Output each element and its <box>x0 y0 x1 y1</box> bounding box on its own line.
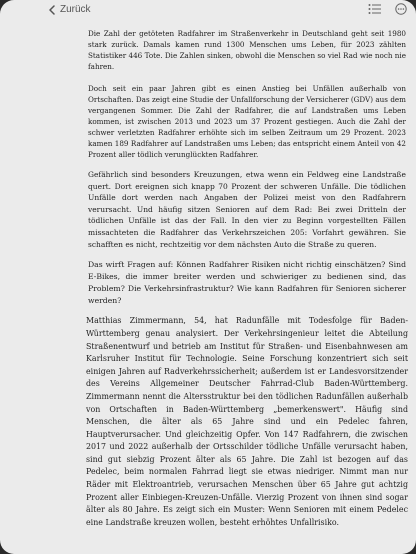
paragraph: Gefährlich sind besonders Kreuzungen, etwa wenn ein Feldweg eine Landstraße quert. Dort ereignen sich knapp 70 Prozent der schweren Unfälle. Die tödlichen Unfälle dort werden nach Angaben der Polizei meist von den Radfahrern verursacht. Und häufig sitzen Senioren auf dem Rad: Bei zwei Dritteln der tödlichen Unfälle ist das der Fall. In den vier zu Beginn vorgestellten Fällen missachteten die Radfahrer das Verkehrszeichen 205: Vorfahrt gewähren. Sie schafften es nicht, rechtzeitig vor dem nächsten Auto die Straße zu queren. <box>88 170 406 249</box>
paragraph: Matthias Zimmermann, 54, hat Radunfälle mit Todesfolge für Baden-Württemberg genau analysiert. Der Verkehrsingenieur leitet die Abteilung Straßenentwurf und betrieb am Institut für Straßen- und Eisenbahnwesen am Karlsruher Institut für Technologie. Seine Forschung konzentriert sich seit einigen Jahren auf Radverkehrssicherheit; außerdem ist er Landesvorsitzender des Vereins Allgemeiner Deutscher Fahrrad-Club Baden-Württemberg. Zimmermann nennt die Altersstruktur bei den tödlichen Radunfällen außerhalb von Ortschaften in Baden-Württemberg „bemerkenswert". Häufig sind Menschen, die älter als 65 Jahre sind und ein Pedelec fahren, Hauptverursacher. Und gleichzeitig Opfer. Von 147 Radfahrern, die zwischen 2017 und 2022 außerhalb der Ortsschilder tödliche Unfälle verursacht haben, sind gut siebzig Prozent älter als 65 Jahre. Die Zahl ist bezogen auf das Pedelec, beim normalen Fahrrad liegt sie etwas niedriger. Nimmt man nur Räder mit Elektroantrieb, verursachen Menschen über 65 Jahre gut achtzig Prozent aller Einbiegen-Kreuzen-Unfälle. Vierzig Prozent von ihnen sind sogar älter als 80 Jahre. Es zeigt sich ein Muster: Wenn Senioren mit einem Pedelec eine Landstraße kreuzen wollen, besteht erhöhtes Unfallrisiko. <box>86 316 408 527</box>
paragraph: Das wirft Fragen auf: Können Radfahrer Risiken nicht richtig einschätzen? Sind E-Bikes, die immer breiter werden und schwieriger zu bedienen sind, das Problem? Die Verkehrsinfrastruktur? Wie kann Radfahren für Senioren sicherer werden? <box>88 260 406 305</box>
paragraph: Doch seit ein paar Jahren gibt es einen Anstieg bei Unfällen außerhalb von Ortschaften. Das zeigt eine Studie der Unfallforschung der Versicherer (GDV) aus dem vergangenen Sommer. Die Zahl der Radfahrer, die auf Landstraßen ums Leben kommen, ist zwischen 2013 und 2023 um 37 Prozent gestiegen. Auch die Zahl der schwer verletzten Radfahrer erhöhte sich im selben Zeitraum um 29 Prozent. 2023 kamen 189 Radfahrer auf Landstraßen ums Leben; das entspricht einem Anteil von 42 Prozent aller tödlich verunglückten Radfahrer. <box>88 84 406 159</box>
back-button[interactable] <box>48 4 91 15</box>
chevron-left-icon <box>48 5 56 15</box>
back-label: Zurück <box>60 4 91 15</box>
top-bar <box>0 0 416 22</box>
article-body <box>88 28 406 536</box>
list-icon[interactable] <box>368 3 382 15</box>
more-options-icon[interactable] <box>395 3 407 15</box>
paragraph: Die Zahl der getöteten Radfahrer im Straßenverkehr in Deutschland geht seit 1980 stark zurück. Damals kamen rund 1300 Menschen ums Leben, für 2023 zählten Statistiker 446 Tote. Die Zahlen sinken, obwohl die Menschen so viel Rad wie noch nie fahren. <box>88 29 406 71</box>
